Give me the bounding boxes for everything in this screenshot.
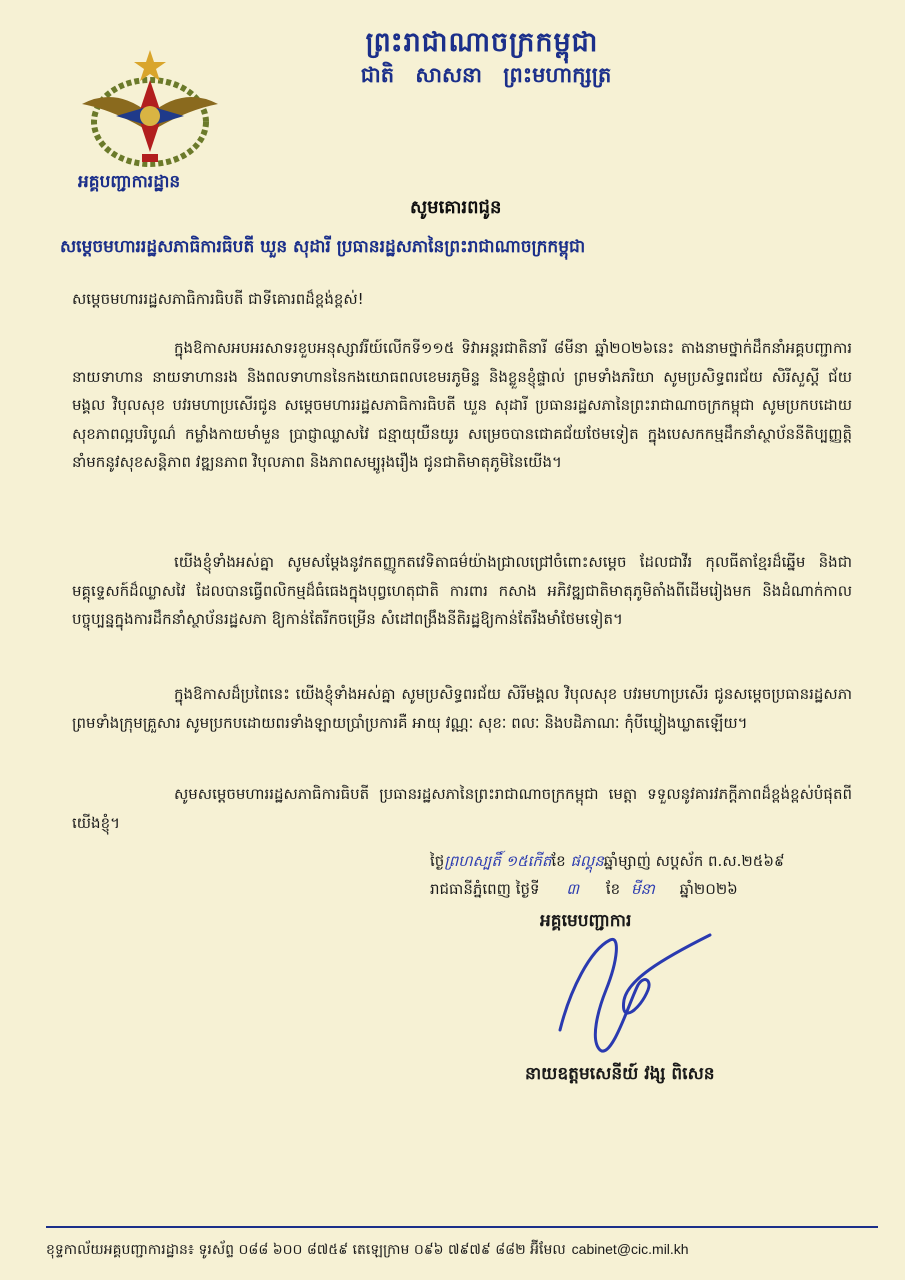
addressee-line: សម្តេចមហាររដ្ឋសភាធិការធិបតី ឃួន សុដារី ប្រធានរដ្ឋសភានៃព្រះរាជាណាចក្រកម្ពុជា xyxy=(60,237,586,257)
year-label: ឆ្នាំ២០២៦ xyxy=(679,880,738,898)
handwritten-month: ផល្គុន xyxy=(570,852,604,870)
handwritten-month-name: មីនា xyxy=(630,880,655,898)
handwritten-signature xyxy=(520,930,720,1070)
lunar-date-line xyxy=(430,852,785,874)
handwritten-day: ព្រហស្បតិ៍ ១៥កើត xyxy=(444,852,552,870)
respectfully-heading: សូមគោរពជូន xyxy=(410,197,502,218)
body-paragraph: ក្នុងឱកាសដ៏ប្រពៃនេះ យើងខ្ញុំទាំងអស់គ្នា សូមប្រសិទ្ធពរជ័យ សិរីមង្គល វិបុលសុខ បវរមហាប្រសើរ ជូនសម្តេចប្រធានរដ្ឋសភា ព្រមទាំងក្រុមគ្រួសារ សូមប្រកបដោយពរទាំងឡាយប្រាំប្រការគឺ អាយុ វណ្ណៈ សុខៈ ពលៈ និងបដិភាណៈ កុំបីឃ្លៀងឃ្លាតឡើយ។ xyxy=(72,685,852,732)
salutation: សម្តេចមហាររដ្ឋសភាធិការធិបតី ជាទីគោរពដ៏ខ្ពង់ខ្ពស់! xyxy=(72,290,364,308)
footer-contact xyxy=(46,1240,878,1261)
body-paragraph: ក្នុងឱកាសអបអរសាទរខួបអនុស្សាវរីយ៍លើកទី១១៥ ទិវាអន្តរជាតិនារី ៨មីនា ឆ្នាំ២០២៦នេះ តាងនាមថ្នាក់ដឹកនាំអគ្គបញ្ជាការ នាយទាហាន នាយទាហានរង និងពលទាហាននៃកងយោធពលខេមរភូមិន្ទ និងខ្លួនខ្ញុំផ្ទាល់ ព្រមទាំងភរិយា សូមប្រសិទ្ធពរជ័យ សិរីសួស្តី ជ័យមង្គល វិបុលសុខ បវរមហាប្រសើរជូន សម្តេចមហាររដ្ឋសភាធិការធិបតី ឃួន សុដារី ប្រធានរដ្ឋសភានៃព្រះរាជាណាចក្រកម្ពុជា សូមប្រកបដោយ សុខភាពល្អបរិបូណ៌ កម្លាំងកាយមាំមួន ប្រាជ្ញាឈ្លាសវៃ ជន្មាយុយឺនយូរ សម្រេចបានជោគជ័យថែមទៀត ក្នុងបេសកកម្មដឹកនាំស្ថាប័ននីតិប្បញ្ញត្តិ នាំមកនូវសុខសន្តិភាព វឌ្ឍនភាព វិបុលភាព និងភាពសម្បូរុងរឿង ជូនជាតិមាតុភូមិនៃយើង។ xyxy=(72,339,852,471)
kingdom-heading: ព្រះរាជាណាចក្រកម្ពុជា xyxy=(365,27,599,58)
month-label: ខែ xyxy=(605,880,621,898)
national-motto: ជាតិ សាសនា ព្រះមហាក្សត្រ xyxy=(360,62,612,87)
date-month-label: ខែ xyxy=(551,852,566,870)
solar-date-line xyxy=(430,880,738,902)
footer-divider xyxy=(46,1226,878,1228)
date-year: ឆ្នាំម្សាញ់ សប្តស័ក ព.ស.២៥៦៩ xyxy=(603,852,785,870)
body-paragraph: សូមសម្តេចមហាររដ្ឋសភាធិការធិបតី ប្រធានរដ្ឋសភានៃព្រះរាជាណាចក្រកម្ពុជា មេត្តា ទទួលនូវគារវភក្តីភាពដ៏ខ្ពង់ខ្ពស់បំផុតពីយើងខ្ញុំ។ xyxy=(72,785,852,832)
signer-title: អគ្គមេបញ្ជាការ xyxy=(540,911,632,931)
place-date-prefix: រាជធានីភ្នំពេញ ថ្ងៃទី xyxy=(430,880,540,898)
footer-email[interactable]: cabinet@cic.mil.kh xyxy=(571,1241,689,1257)
footer-contact-text: ខុទ្ទកាល័យអគ្គបញ្ជាការដ្ឋាន៖ ទូរស័ព្ទ ០៨៨ ៦០០ ៨៧៥៩ តេឡេក្រាម ០៩៦ ៧៩៧៩ ៨៨២ អ៊ីមែល xyxy=(46,1242,566,1258)
military-emblem-icon xyxy=(76,44,224,172)
organization-name: អគ្គបញ្ជាការដ្ឋាន xyxy=(78,172,181,192)
signer-name: នាយឧត្តមសេនីយ៍ វង្ស ពិសេន xyxy=(525,1064,715,1084)
date-prefix: ថ្ងៃ xyxy=(430,852,445,870)
handwritten-day-number: ៣ xyxy=(566,880,580,898)
body-paragraph: យើងខ្ញុំទាំងអស់គ្នា សូមសម្តែងនូវកតញ្ញូកតវេទិតាធម៌យ៉ាងជ្រាលជ្រៅចំពោះសម្តេច ដែលជាវីរ កុលធីតាខ្មែរដ៏ឆ្នើម និងជាមគ្គុទ្ទេសក៍ដ៏ឈ្លាសវៃ ដែលបានធ្វើពលិកម្មដ៏ធំធេងក្នុងបុព្វហេតុជាតិ ការពារ កសាង អភិវឌ្ឍជាតិមាតុភូមិតាំងពីដើមរៀងមក និងដំណាក់កាលបច្ចុប្បន្នក្នុងការដឹកនាំស្ថាប័នរដ្ឋសភា ឱ្យកាន់តែរីកចម្រើន សំដៅពង្រឹងនីតិរដ្ឋឱ្យកាន់តែរឹងមាំថែមទៀត។ xyxy=(72,553,852,628)
